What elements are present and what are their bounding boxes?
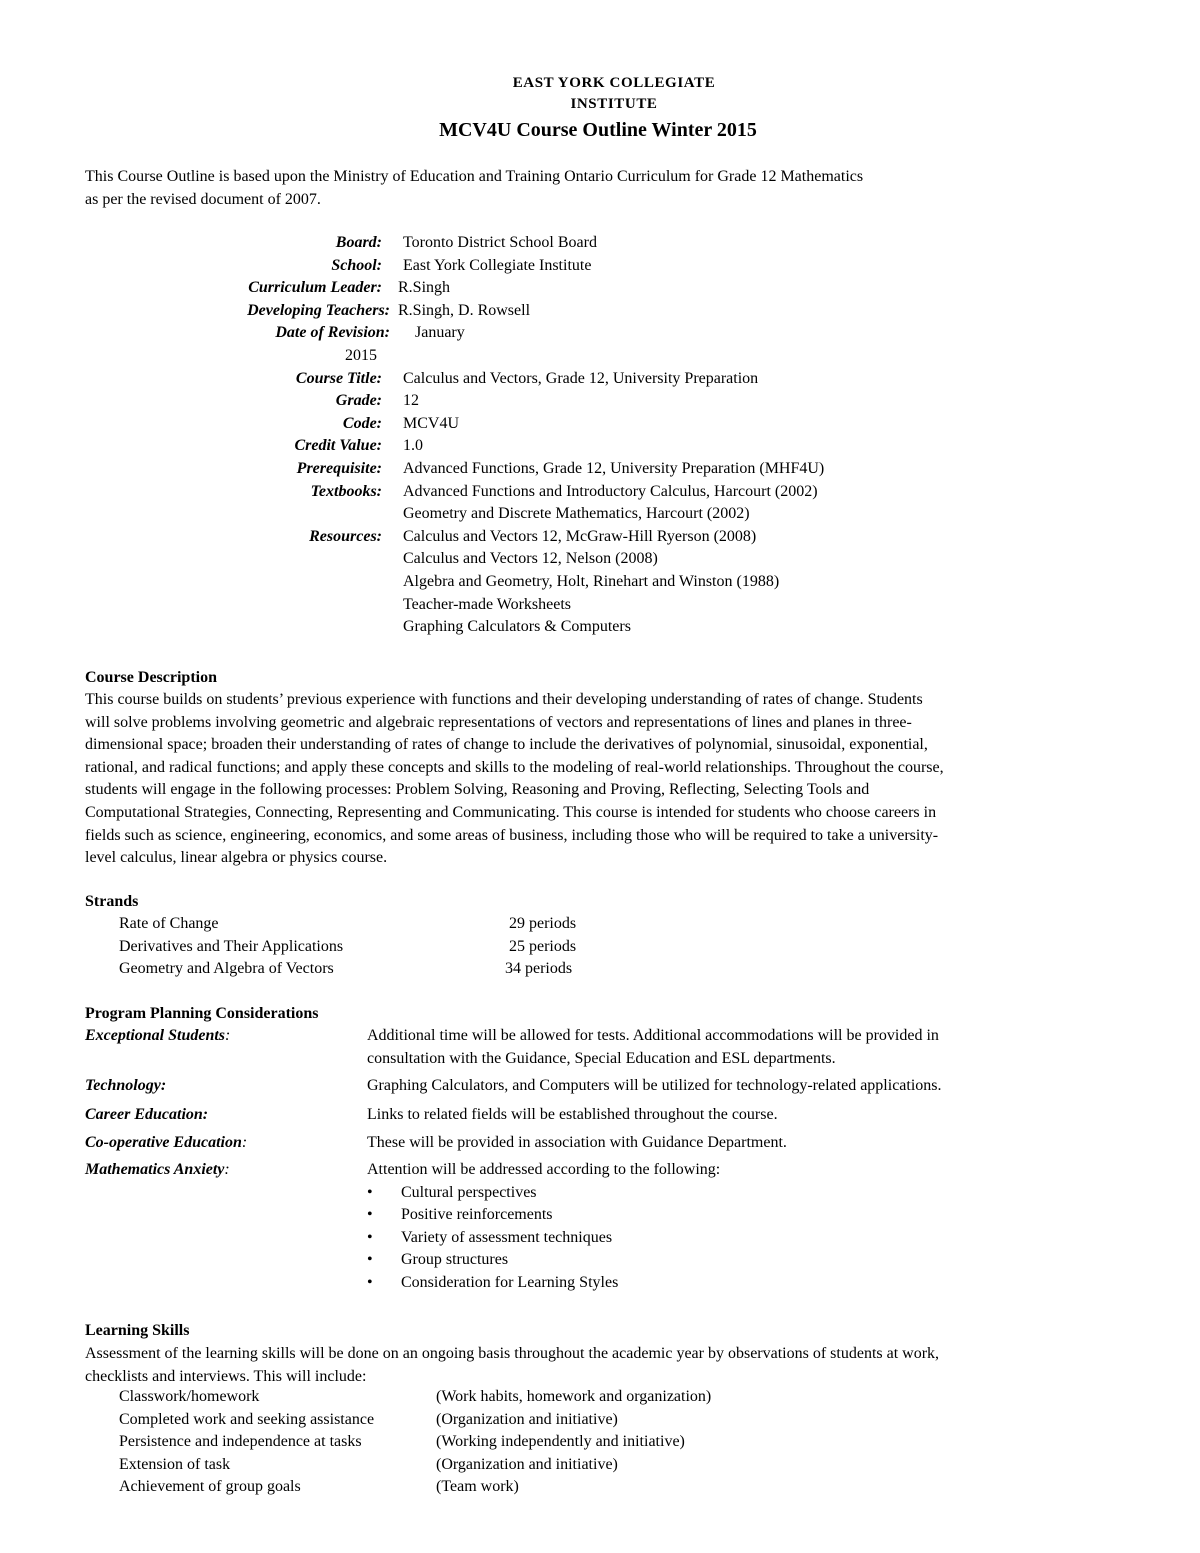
planning-row-career [85,1104,1125,1132]
bullet-item: • Consideration for Learning Styles [367,1272,1125,1295]
career-label: Career Education: [85,1106,209,1123]
skill-note: (Working independently and initiative) [436,1433,685,1451]
board-label: Board: [335,234,382,251]
info-row-resources-cont [0,548,1200,571]
skill-name: Extension of task [119,1455,231,1473]
school-value: East York Collegiate Institute [403,256,592,274]
school-name-line1: EAST YORK COLLEGIATE [512,75,716,91]
resource-item: Teacher-made Worksheets [403,595,572,613]
planning-row-coop [85,1132,1125,1159]
info-row-board [0,232,1200,255]
textbook-item: Geometry and Discrete Mathematics, Harcourt (2002) [403,505,750,523]
strand-name: Rate of Change [119,915,219,932]
course-title-label: Course Title: [295,369,382,387]
info-row-revision [0,322,1200,345]
anxiety-label: Mathematics Anxiety: [85,1161,230,1178]
strand-periods: 25 periods [509,937,577,955]
strand-row [119,913,719,936]
info-row-course-title [0,368,1200,391]
prereq-label: Prerequisite: [296,459,382,477]
learning-skills-intro-line: checklists and interviews. This will include: [85,1367,367,1385]
career-value [367,1104,1125,1127]
skill-note: (Organization and initiative) [436,1455,618,1473]
resource-item: Algebra and Geometry, Holt, Rinehart and Winston (1988) [403,572,780,590]
planning-heading: Program Planning Considerations [85,1005,319,1022]
intro-line: as per the revised document of 2007. [85,190,321,208]
technology-label: Technology: [85,1077,167,1094]
strand-row [119,958,719,981]
grade-value: 12 [403,392,419,410]
description-line: fields such as science, engineering, economics, and some areas of business, including those who will be required to take a university- [85,826,939,844]
learning-skills-intro-line: Assessment of the learning skills will be done on an ongoing basis throughout the academic year by observations of students at work, [85,1345,940,1362]
revision-month: January [415,324,465,342]
info-row-credit [0,435,1200,458]
coop-line: These will be provided in association with Guidance Department. [367,1134,787,1151]
info-row-leader [0,277,1200,300]
description-line: dimensional space; broaden their understanding of rates of change to include the derivatives of polynomial, sinusoidal, exponential, [85,736,928,754]
skill-name: Persistence and independence at tasks [119,1433,362,1451]
course-description-body [85,689,1125,870]
bullet-item: • Positive reinforcements [367,1204,1125,1227]
intro-line: This Course Outline is based upon the Ministry of Education and Training Ontario Curriculum for Grade 12 Mathematics [85,168,864,185]
skill-name: Classwork/homework [119,1388,260,1405]
bullet-item: • Variety of assessment techniques [367,1227,1125,1250]
bullet-item: • Cultural perspectives [367,1182,1125,1205]
skill-note: (Work habits, homework and organization) [436,1388,712,1405]
strand-name: Geometry and Algebra of Vectors [119,960,334,978]
page-title: MCV4U Course Outline Winter 2015 [439,119,757,141]
skill-row [119,1454,919,1477]
credit-value: 1.0 [403,437,423,455]
skill-note: (Team work) [436,1478,519,1496]
credit-label: Credit Value: [294,437,382,455]
info-row-teachers [0,300,1200,323]
skill-row [119,1409,919,1432]
code-value: MCV4U [403,414,460,432]
exceptional-line: Additional time will be allowed for tests. Additional accommodations will be provided in [367,1027,939,1044]
skill-row [119,1431,919,1454]
exceptional-value [367,1025,1125,1070]
school-name-line2: INSTITUTE [570,96,658,112]
intro-paragraph [85,166,1045,211]
resources-label: Resources: [309,527,382,545]
strands-heading: Strands [85,893,139,910]
planning-block [85,1025,1125,1295]
grade-label: Grade: [335,392,382,410]
resource-item: Calculus and Vectors 12, McGraw-Hill Ryerson (2008) [403,527,757,545]
bullet-item: • Group structures [367,1249,1125,1272]
info-row-textbooks [0,481,1200,504]
description-line: Computational Strategies, Connecting, Representing and Communicating. This course is intended for students who choose careers in [85,803,937,821]
anxiety-bullet-list [367,1182,1125,1295]
anxiety-value [367,1159,1125,1295]
textbook-item: Advanced Functions and Introductory Calculus, Harcourt (2002) [403,482,818,500]
strand-row [119,936,719,959]
anxiety-intro: Attention will be addressed according to the following: [367,1161,721,1178]
resource-item: Calculus and Vectors 12, Nelson (2008) [403,550,658,568]
description-line: will solve problems involving geometric and algebraic representations of vectors and representations of lines and planes in three- [85,713,912,731]
description-line: level calculus, linear algebra or physics course. [85,849,388,867]
career-line: Links to related fields will be established throughout the course. [367,1106,778,1123]
school-label: School: [331,256,382,274]
revision-label: Date of Revision: [275,324,390,342]
planning-row-anxiety [85,1159,1125,1295]
technology-value [367,1075,1125,1098]
technology-line: Graphing Calculators, and Computers will be utilized for technology-related applications. [367,1077,942,1094]
skill-name: Completed work and seeking assistance [119,1410,375,1428]
coop-label: Co-operative Education: [85,1134,248,1151]
teachers-label: Developing Teachers: [247,301,390,319]
skill-row [119,1386,919,1409]
learning-skills-intro [85,1343,1125,1388]
learning-skills-list [119,1386,919,1499]
info-row-resources-cont [0,594,1200,617]
textbooks-label: Textbooks: [310,482,382,500]
teachers-value: R.Singh, D. Rowsell [398,301,531,319]
board-value: Toronto District School Board [403,234,597,251]
code-label: Code: [342,414,382,432]
prereq-value: Advanced Functions, Grade 12, University Preparation (MHF4U) [403,459,825,477]
info-row-resources-cont [0,616,1200,639]
learning-skills-heading: Learning Skills [85,1322,190,1339]
revision-year: 2015 [345,346,377,364]
resource-item: Graphing Calculators & Computers [403,618,631,636]
strand-periods: 29 periods [509,915,577,932]
skill-row [119,1476,919,1499]
course-info-block [0,232,1200,639]
leader-label: Curriculum Leader: [248,279,382,297]
leader-value: R.Singh [398,279,451,297]
skill-note: (Organization and initiative) [436,1410,618,1428]
planning-row-exceptional [85,1025,1125,1075]
exceptional-line: consultation with the Guidance, Special Education and ESL departments. [367,1049,836,1067]
description-line: students will engage in the following processes: Problem Solving, Reasoning and Proving, Reflecting, Selecting Tools and [85,781,870,799]
description-line: rational, and radical functions; and apply these concepts and skills to the modeling of real-world relationships. Throughout the course, [85,758,944,776]
course-title-value: Calculus and Vectors, Grade 12, University Preparation [403,369,759,387]
exceptional-label: Exceptional Students: [85,1027,231,1044]
course-description-heading: Course Description [85,669,217,686]
info-row-textbooks-cont [0,503,1200,526]
strand-periods: 34 periods [505,960,573,978]
info-row-revision-year [0,345,1200,368]
info-row-resources-cont [0,571,1200,594]
strand-name: Derivatives and Their Applications [119,937,344,955]
info-row-resources [0,526,1200,549]
info-row-code [0,413,1200,436]
info-row-school [0,255,1200,278]
info-row-prereq [0,458,1200,481]
skill-name: Achievement of group goals [119,1478,301,1496]
info-row-grade [0,390,1200,413]
planning-row-technology [85,1075,1125,1104]
coop-value [367,1132,1125,1155]
description-line: This course builds on students’ previous experience with functions and their developing understanding of rates of change. Students [85,691,923,708]
strands-list [119,913,719,981]
